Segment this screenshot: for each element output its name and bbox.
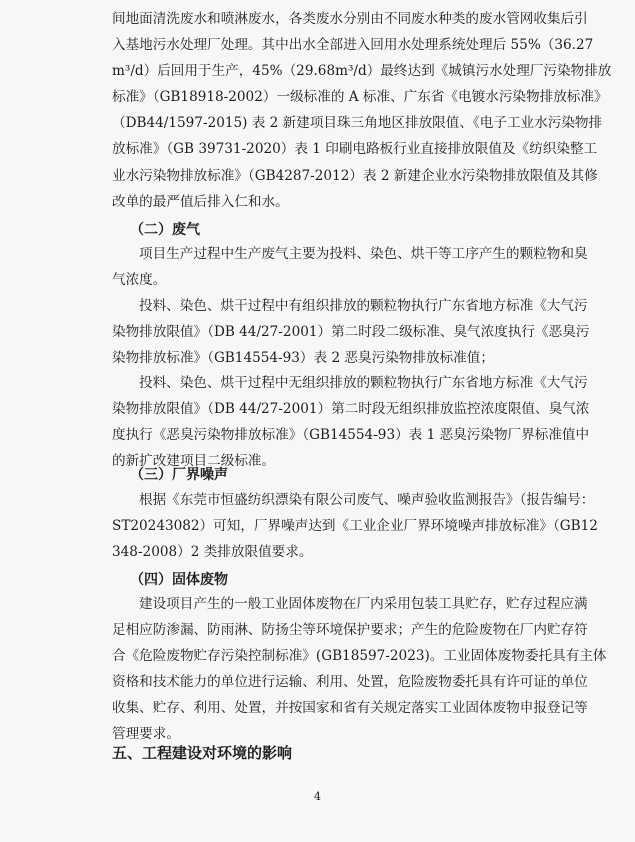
paragraph-waste-gas-sources xyxy=(112,241,588,293)
section-title: 五、工程建设对环境的影响 xyxy=(112,744,293,762)
text-line: 资格和技术能力的单位进行运输、利用、处置，危险废物委托具有许可证的单位 xyxy=(112,674,588,691)
text-line: 投料、染色、烘干过程中无组织排放的颗粒物执行广东省地方标准《大气污 xyxy=(139,375,588,391)
text-line: 投料、染色、烘干过程中有组织排放的颗粒物执行广东省地方标准《大气污 xyxy=(139,298,588,314)
text-line: 染物排放限值》（DB 44/27-2001）第二时段无组织排放监控浓度限值、臭气浓 xyxy=(112,401,590,418)
heading-solid-waste: （四）固体废物 xyxy=(130,572,228,588)
text-line: 业水污染物排放标准》（GB4287-2012）表 2 新建企业水污染物排放限值及其修 xyxy=(112,167,598,184)
text-line: 染物排放标准》（GB14554-93）表 2 恶臭污染物排放标准值； xyxy=(112,350,494,367)
text-line: 项目生产过程中生产废气主要为投料、染色、烘干等工序产生的颗粒物和臭 xyxy=(139,246,588,262)
text-line: 足相应防渗漏、防雨淋、防扬尘等环境保护要求；产生的危险废物在厂内贮存符 xyxy=(112,622,588,639)
heading-noise: （三）厂界噪声 xyxy=(130,467,228,483)
text-line: 348-2008）2 类排放限值要求。 xyxy=(112,544,313,561)
text-line: 管理要求。 xyxy=(112,726,180,743)
text-line: 入基地污水处理厂处理。其中出水全部进入回用水处理系统处理后 55%（36.27 xyxy=(112,37,594,54)
text-line: 标准》（GB18918-2002）一级标准的 A 标准、广东省《电镀水污染物排放标准》 xyxy=(112,89,608,106)
paragraph-noise xyxy=(112,487,598,565)
heading-waste-gas: （二）废气 xyxy=(130,222,200,238)
text-line: 度执行《恶臭污染物排放标准》（GB14554-93）表 1 恶臭污染物厂界标准值中 xyxy=(112,427,590,444)
text-line: 根据《东莞市恒盛纺织漂染有限公司废气、噪声验收监测报告》（报告编号： xyxy=(139,492,595,508)
text-line: m³/d）后回用于生产，45%（29.68m³/d）最终达到《城镇污水处理厂污染物排放 xyxy=(112,63,612,80)
page-number: 4 xyxy=(314,790,321,803)
text-line: 改单的最严值后排入仁和水。 xyxy=(112,193,289,210)
text-line: ST20243082）可知，厂界噪声达到《工业企业厂界环境噪声排放标准》（GB12 xyxy=(112,518,598,535)
text-line: 染物排放限值》（DB 44/27-2001）第二时段二级标准、臭气浓度执行《恶臭污 xyxy=(112,324,590,341)
paragraph-unorganized-emission xyxy=(112,370,590,474)
text-line: （DB44/1597-2015) 表 2 新建项目珠三角地区排放限值、《电子工业水污染物排 xyxy=(112,115,603,132)
paragraph-organized-emission xyxy=(112,293,590,371)
text-line: 的新扩改建项目二级标准。 xyxy=(112,453,276,470)
text-line: 放标准》（GB 39731-2020）表 1 印刷电路板行业直接排放限值及《纺织染整工 xyxy=(112,141,598,158)
paragraph-wastewater xyxy=(112,6,612,215)
text-line: 气浓度。 xyxy=(112,272,167,289)
text-line: 收集、贮存、利用、处置，并按国家和省有关规定落实工业固体废物申报登记等 xyxy=(112,700,588,717)
text-line: 合《危险废物贮存污染控制标准》(GB18597-2023)。工业固体废物委托具有主体 xyxy=(112,648,607,665)
text-line: 间地面清洗废水和喷淋废水，各类废水分别由不同废水种类的废水管网收集后引 xyxy=(112,11,588,27)
text-line: 建设项目产生的一般工业固体废物在厂内采用包装工具贮存，贮存过程应满 xyxy=(139,596,588,612)
paragraph-solid-waste xyxy=(112,591,607,748)
